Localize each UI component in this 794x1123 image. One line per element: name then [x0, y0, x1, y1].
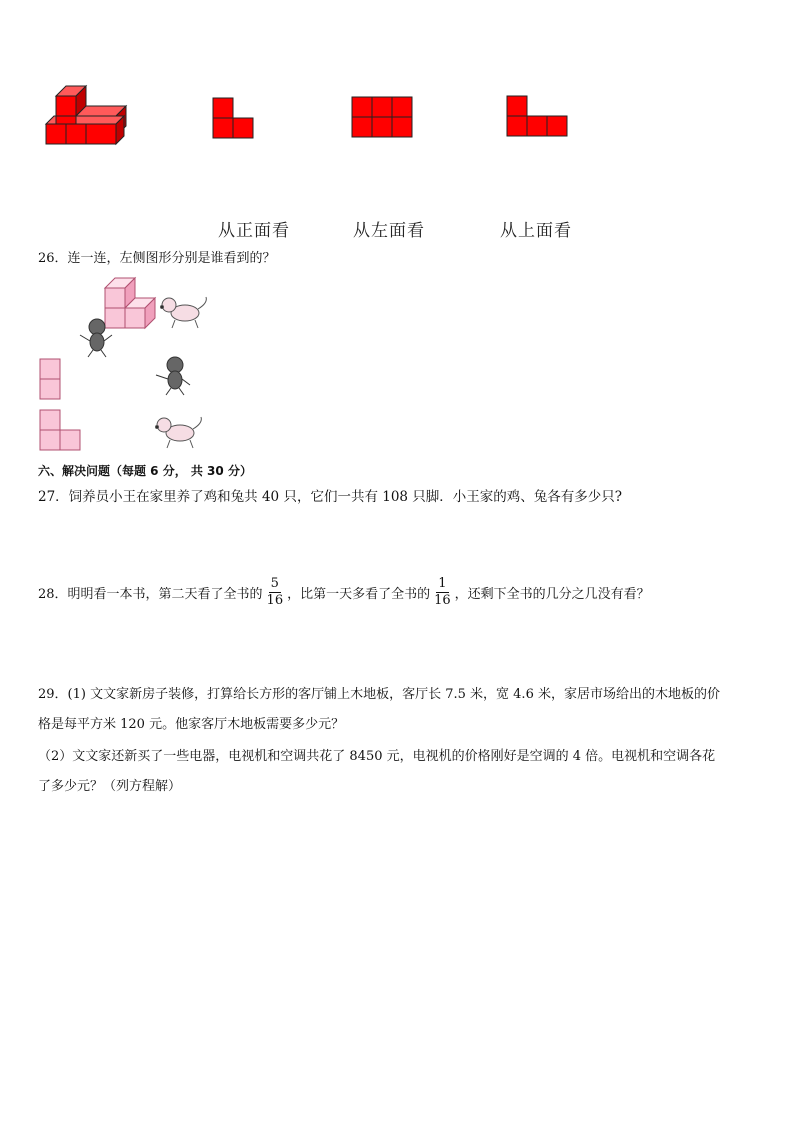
fraction-denominator: 16 — [434, 593, 451, 608]
top-view-label: 从上面看 — [500, 221, 572, 241]
red-cube-stack-figure — [46, 86, 126, 144]
l-shape-view — [40, 410, 80, 450]
question-27-text: 27．饲养员小王在家里养了鸡和兔共 40 只，它们一共有 108 只脚．小王家的鸡、兔各有多少只? — [38, 489, 623, 505]
top-view-figure — [507, 96, 567, 136]
question-28-part3: ，还剩下全书的几分之几没有看？ — [454, 587, 650, 602]
question-26-figure — [30, 275, 220, 455]
fraction-5-16 — [265, 576, 286, 609]
fraction-numerator: 5 — [270, 576, 279, 591]
question-29-line4: 了多少元？（列方程解） — [38, 779, 182, 794]
monkey-icon — [156, 357, 190, 395]
front-view-figure — [213, 98, 253, 138]
question-28 — [38, 576, 650, 609]
question-28-part1: 28．明明看一本书，第二天看了全书的 — [38, 587, 263, 602]
question-29-line1: 29．(1) 文文家新房子装修，打算给长方形的客厅铺上木地板，客厅长 7.5 米，宽 4.6 米，家居市场给出的木地板的价 — [38, 687, 720, 702]
fraction-denominator: 16 — [266, 593, 284, 608]
section-6-title: 六、解决问题（每题 6 分， 共 30 分） — [38, 464, 252, 478]
views-figures — [40, 80, 600, 150]
dog-icon — [156, 417, 202, 448]
question-29-line3: （2）文文家还新买了一些电器，电视机和空调共花了 8450 元，电视机的价格刚好是空调的 4 倍。电视机和空调各花 — [38, 749, 716, 764]
fraction-1-16 — [432, 576, 453, 609]
question-26-text: 26．连一连，左侧图形分别是谁看到的？ — [38, 251, 276, 266]
question-29-line2: 格是每平方米 120 元。他家客厅木地板需要多少元？ — [38, 717, 345, 732]
dog-icon — [161, 297, 207, 328]
question-28-part2: ，比第一天多看了全书的 — [287, 587, 431, 602]
pink-cube-stack-figure — [105, 278, 155, 328]
vertical-two-square-view — [40, 359, 60, 399]
front-view-label: 从正面看 — [218, 221, 290, 241]
fraction-numerator: 1 — [438, 576, 447, 591]
left-view-figure — [352, 97, 412, 137]
left-view-label: 从左面看 — [353, 221, 425, 241]
